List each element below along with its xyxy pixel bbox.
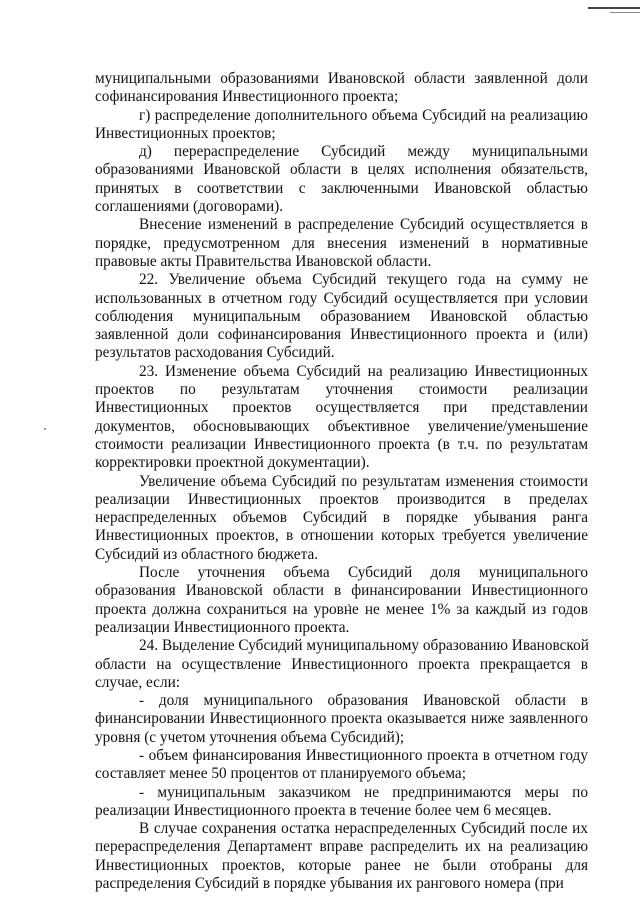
text-line: д) перераспределение Субсидий между муниципальными	[139, 143, 588, 161]
text-line: 22. Увеличение объема Субсидий текущего года на сумму не	[139, 271, 588, 289]
text-line: финансировании Инвестиционного проекта оказывается ниже заявленного	[95, 710, 588, 728]
paragraph	[95, 143, 588, 216]
text-line: заявленной доли софинансирования Инвестиционного проекта и (или)	[95, 326, 588, 344]
text-line: порядке, предусмотренном для внесения изменений в нормативные	[95, 234, 588, 252]
text-line: образованиями Ивановской области в целях исполнения обязательств,	[95, 161, 588, 179]
text-line: г) распределение дополнительного объема Субсидий на реализацию	[139, 106, 588, 124]
text-line: После уточнения объема Субсидий доля муниципального	[139, 564, 588, 582]
scan-mark	[588, 7, 640, 9]
paragraph	[95, 473, 588, 564]
paragraph	[95, 637, 588, 692]
text-line: Инвестиционных проектов осуществляется при представлении	[95, 399, 588, 417]
scan-mark	[610, 12, 640, 13]
document-body	[95, 70, 588, 893]
text-line: распределения Субсидий в порядке убывания их рангового номера (при	[95, 875, 564, 893]
text-line: образования Ивановской области в финансировании Инвестиционного	[95, 582, 588, 600]
paragraph	[95, 564, 588, 637]
text-line: уровня (с учетом уточнения объема Субсидий);	[95, 728, 405, 746]
text-line: Увеличение объема Субсидий по результатам изменения стоимости	[139, 472, 588, 490]
text-line: Инвестиционных проектов;	[95, 124, 276, 142]
text-line: Инвестиционных проектов, которые ранее не были отобраны для	[95, 856, 588, 874]
paragraph	[95, 271, 588, 362]
text-line: использованных в отчетном году Субсидий осуществляется при условии	[95, 289, 588, 307]
text-line: реализации Инвестиционного проекта в течение более чем 6 месяцев.	[95, 801, 552, 819]
text-line: 23. Изменение объема Субсидий на реализацию Инвестиционных	[139, 362, 588, 380]
paragraph	[95, 216, 588, 271]
text-line: составляет менее 50 процентов от планируемого объема;	[95, 765, 466, 783]
paragraph	[95, 820, 588, 893]
text-line: - объем финансирования Инвестиционного проекта в отчетном году	[139, 746, 588, 764]
text-line: соблюдения муниципальным образованием Ивановской областью	[95, 307, 588, 325]
text-line: софинансирования Инвестиционного проекта;	[95, 88, 399, 106]
text-line: стоимости реализации Инвестиционного проекта (в т.ч. по результатам	[95, 435, 588, 453]
text-line: правовые акты Правительства Ивановской области.	[95, 252, 432, 270]
scan-speck	[44, 428, 46, 430]
text-line: Субсидий из областного бюджета.	[95, 545, 319, 563]
text-line: перераспределения Департамент вправе распределить их на реализацию	[95, 838, 588, 856]
text-line: проекта должна сохраниться на уровне не менее 1% за каждый из годов	[95, 600, 588, 618]
text-line: - муниципальным заказчиком не предпринимаются меры по	[139, 783, 588, 801]
paragraph	[95, 107, 588, 144]
text-line: муниципальными образованиями Ивановской области заявленной доли	[95, 70, 588, 87]
text-line: принятых в соответствии с заключенными Ивановской областью	[95, 179, 588, 197]
paragraph	[95, 363, 588, 473]
text-line: результатов расходования Субсидий.	[95, 344, 335, 362]
text-line: - доля муниципального образования Ивановской области в	[139, 692, 588, 710]
text-line: случае, если:	[95, 673, 181, 691]
text-line: реализации Инвестиционного проекта.	[95, 618, 350, 636]
text-line: области на осуществление Инвестиционного проекта прекращается в	[95, 655, 588, 673]
text-line: реализации Инвестиционных проектов производится в пределах	[95, 490, 588, 508]
text-line: проектов по результатам уточнения стоимости реализации	[95, 381, 588, 399]
text-line: документов, обосновывающих объективное увеличение/уменьшение	[95, 417, 588, 435]
paragraph	[95, 747, 588, 784]
text-line: соглашениями (договорами).	[95, 198, 284, 216]
paragraph	[95, 692, 588, 747]
text-line: нераспределенных объемов Субсидий в порядке убывания ранга	[95, 509, 588, 527]
paragraph	[95, 784, 588, 821]
text-line: корректировки проектной документации).	[95, 454, 370, 472]
paragraph	[95, 70, 588, 107]
text-line: Внесение изменений в распределение Субсидий осуществляется в	[139, 216, 588, 234]
text-line: Инвестиционных проектов, в отношении которых требуется увеличение	[95, 527, 588, 545]
text-line: 24. Выделение Субсидий муниципальному образованию Ивановской	[139, 637, 589, 655]
text-line: В случае сохранения остатка нераспределенных Субсидий после их	[139, 820, 588, 838]
